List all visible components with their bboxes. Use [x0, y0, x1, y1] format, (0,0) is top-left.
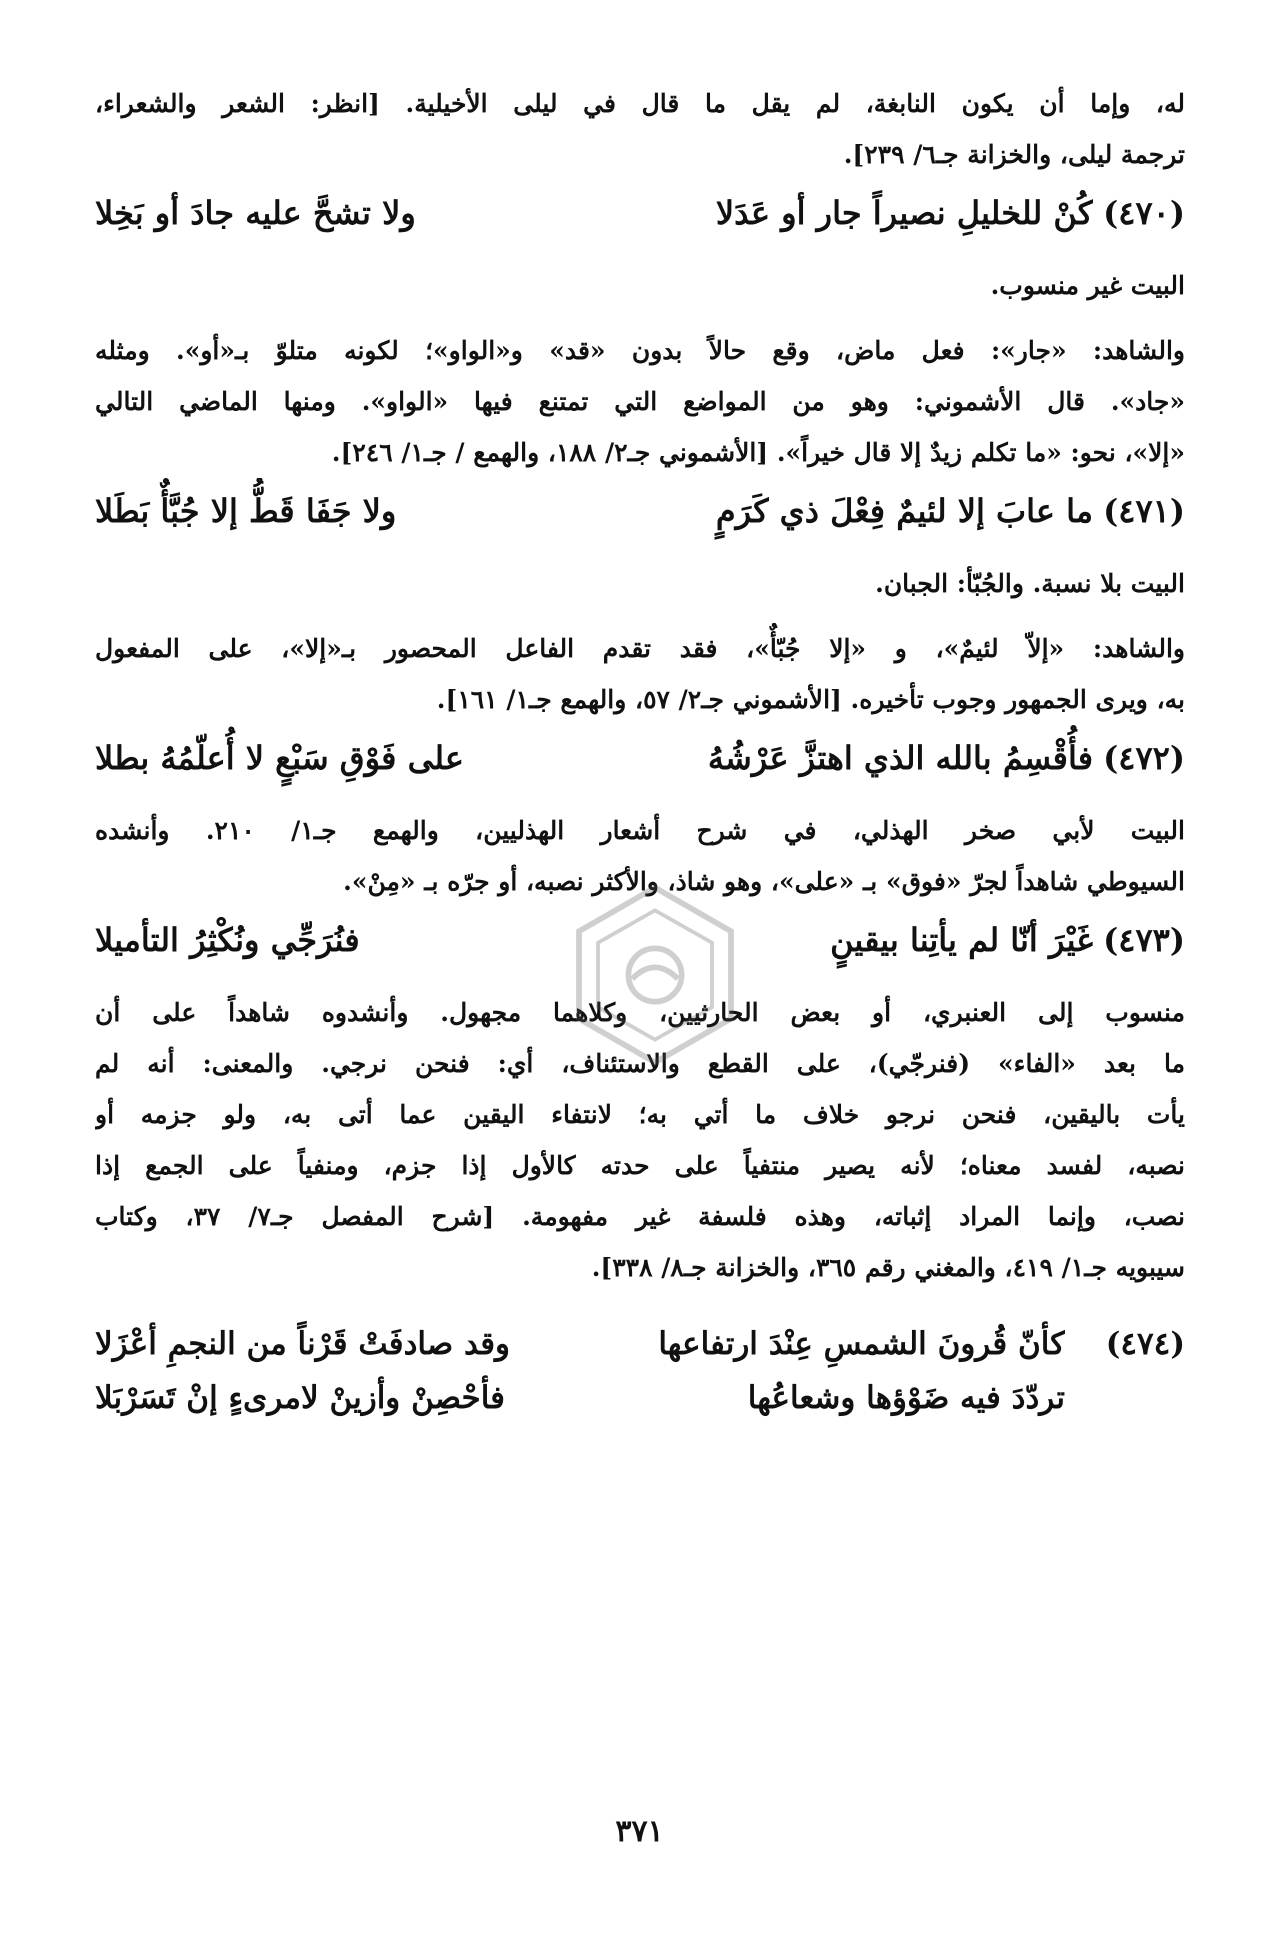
page-number: ٣٧١ — [615, 1814, 664, 1849]
verse-number: (٤٧٢) — [1103, 739, 1185, 777]
note-471a — [95, 558, 1185, 609]
text-line: نصب، وإنما المراد إثباته، وهذه فلسفة غير مفهومة. [شرح المفصل جـ٧/ ٣٧، وكتاب — [95, 1202, 1185, 1231]
text-line: يأت باليقين، فنحن نرجو خلاف ما أتي به؛ لانتفاء اليقين عما أتى به، ولو جزمه أو — [95, 1100, 1185, 1129]
text-line: «جاد». قال الأشموني: وهو من المواضع التي تمتنع فيها «الواو». ومنها الماضي التالي — [95, 387, 1185, 416]
text-line: منسوب إلى العنبري، أو بعض الحارثيين، وكلاهما مجهول. وأنشدوه شاهداً على أن — [95, 998, 1185, 1027]
verse-second-hemistich: ولا تشحَّ عليه جادَ أو بَخِلا — [95, 194, 416, 232]
verse-number: (٤٧١) — [1103, 492, 1185, 530]
verse-second-hemistich: على فَوْقِ سَبْعٍ لا أُعلّمُهُ بطلا — [95, 739, 464, 777]
verse-number: (٤٧٤) — [1105, 1326, 1185, 1362]
intro-paragraph — [95, 78, 1185, 180]
verse-first-hemistich: تردّدَ فيه ضَوْؤها وشعاعُها — [747, 1380, 1065, 1416]
note-471b — [95, 623, 1185, 725]
verse-number: (٤٧٣) — [1103, 921, 1185, 959]
verse-472 — [95, 725, 1185, 791]
text-line: والشاهد: «جار»: فعل ماض، وقع حالاً بدون «قد» و«الواو»؛ لكونه متلوّ بـ«أو». ومثله — [95, 336, 1185, 365]
verse-474-line-2 — [95, 1371, 1185, 1425]
text-line: البيت بلا نسبة. والجُبّأ: الجبان. — [875, 569, 1185, 598]
verse-first-hemistich: فأُقْسِمُ بالله الذي اهتزَّ عَرْشُهُ — [707, 739, 1093, 777]
verse-471 — [95, 478, 1185, 544]
verse-second-hemistich: فنُرَجِّي ونُكْثِرُ التأميلا — [95, 921, 360, 959]
verse-number: (٤٧٠) — [1103, 194, 1185, 232]
text-line: ما بعد «الفاء» (فنرجّي)، على القطع والاستئناف، أي: فنحن نرجي. والمعنى: أنه لم — [95, 1049, 1185, 1078]
verse-first-hemistich: كُنْ للخليلِ نصيراً جار أو عَدَلا — [715, 194, 1093, 232]
text-line: السيوطي شاهداً لجرّ «فوق» بـ «على»، وهو شاذ، والأكثر نصبه، أو جرّه بـ «مِنْ». — [343, 867, 1185, 896]
verse-second-hemistich: فأحْصِنْ وأزينْ لامرىءٍ إنْ تَسَرْبَلا — [95, 1380, 505, 1416]
text-line: نصبه، لفسد معناه؛ لأنه يصير منتفياً على حدته كالأول إذا جزم، ومنفياً على الجمع إذا — [95, 1151, 1185, 1180]
text-line: البيت لأبي صخر الهذلي، في شرح أشعار الهذليين، والهمع جـ١/ ٢١٠. وأنشده — [95, 816, 1185, 845]
text-line: ترجمة ليلى، والخزانة جـ٦/ ٢٣٩]. — [843, 140, 1185, 169]
library-seal-watermark — [560, 880, 750, 1070]
text-line: به، ويرى الجمهور وجوب تأخيره. [الأشموني جـ٢/ ٥٧، والهمع جـ١/ ١٦١]. — [436, 685, 1185, 714]
text-line: سيبويه جـ١/ ٤١٩، والمغني رقم ٣٦٥، والخزانة جـ٨/ ٣٣٨]. — [591, 1253, 1185, 1282]
text-line: البيت غير منسوب. — [990, 271, 1185, 300]
verse-first-hemistich: غَيْرَ أنّا لم يأتِنا بيقينٍ — [830, 921, 1093, 959]
note-470a — [95, 260, 1185, 311]
text-line: له، وإما أن يكون النابغة، لم يقل ما قال في ليلى الأخيلية. [انظر: الشعر والشعراء، — [95, 89, 1185, 118]
text-line: «إلا»، نحو: «ما تكلم زيدٌ إلا قال خيراً». [الأشموني جـ٢/ ١٨٨، والهمع / جـ١/ ٢٤٦]. — [331, 438, 1185, 467]
verse-second-hemistich: وقد صادفَتْ قَرْناً من النجمِ أعْزَلا — [95, 1326, 511, 1362]
verse-470 — [95, 180, 1185, 246]
verse-474-line-1 — [95, 1317, 1185, 1371]
note-470b — [95, 325, 1185, 478]
verse-first-hemistich: ما عابَ إلا لئيمٌ فِعْلَ ذي كَرَمٍ — [715, 492, 1093, 530]
verse-second-hemistich: ولا جَفَا قَطُّ إلا جُبَّأٌ بَطَلا — [95, 492, 397, 530]
text-line: والشاهد: «إلاّ لئيمٌ»، و «إلا جُبّأٌ»، فقد تقدم الفاعل المحصور بـ«إلا»، على المفعول — [95, 634, 1185, 663]
verse-first-hemistich: كأنّ قُرونَ الشمسِ عِنْدَ ارتفاعها — [658, 1326, 1065, 1362]
